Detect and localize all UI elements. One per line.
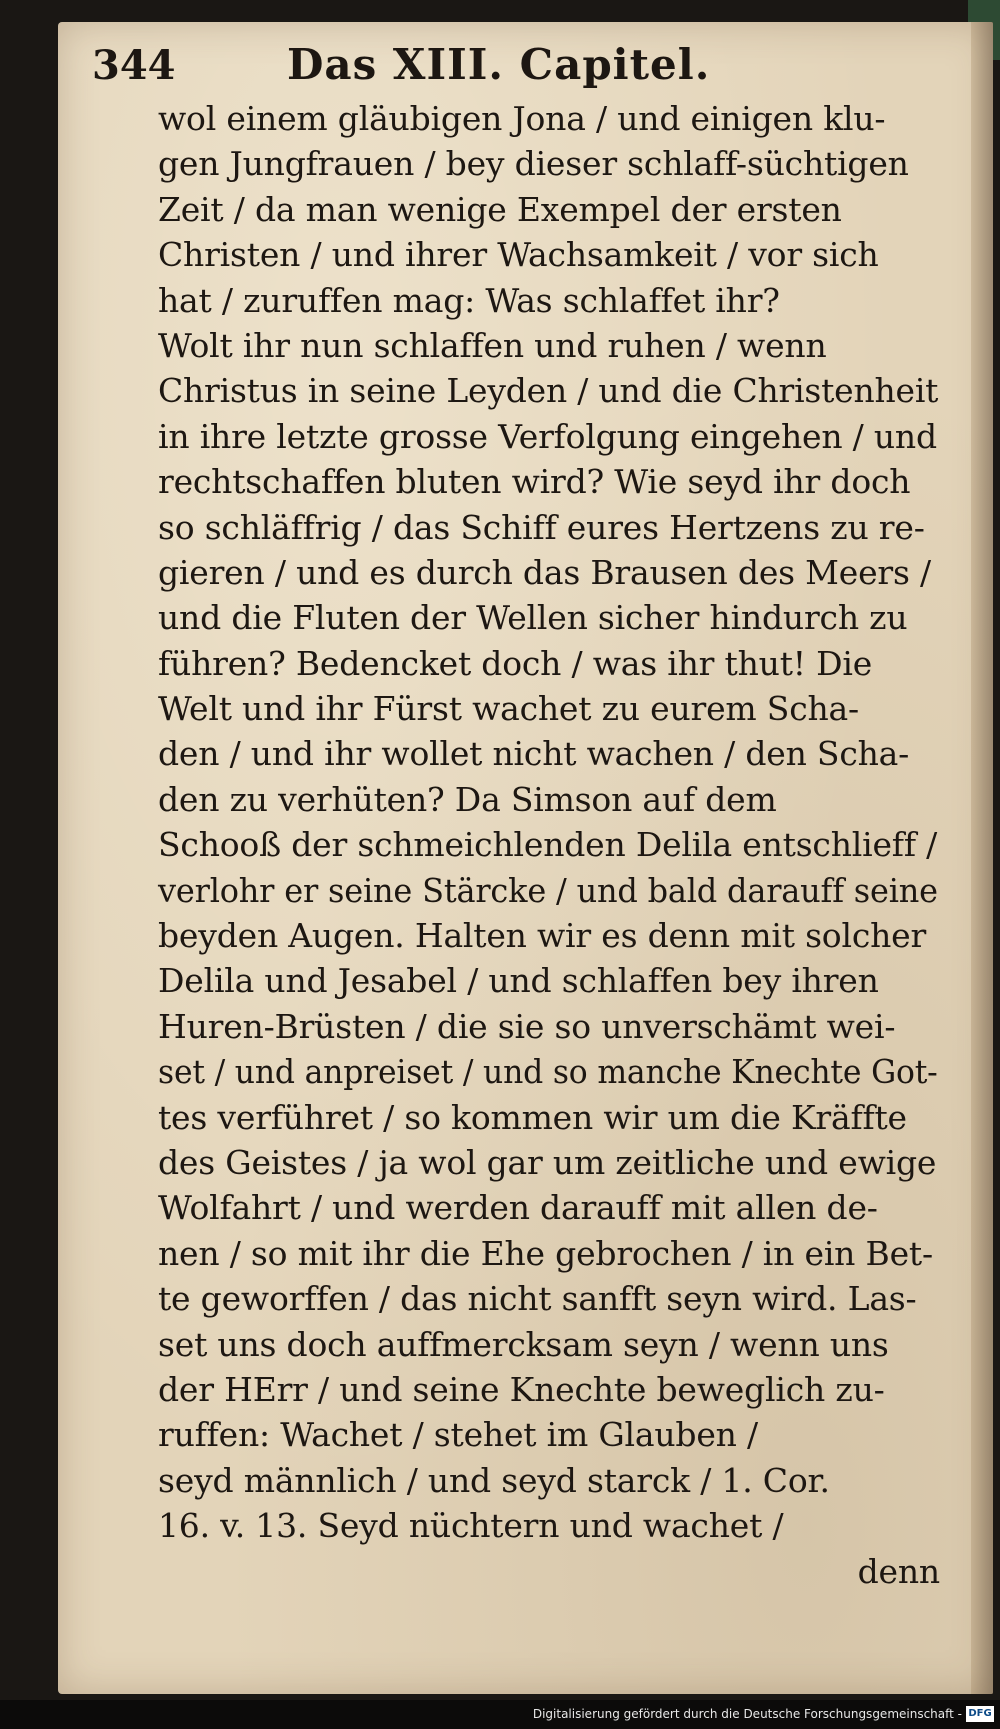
- text-line: Delila und Jesabel / und schlaffen bey ihren: [158, 961, 879, 1001]
- text-line: den / und ihr wollet nicht wachen / den Scha-: [158, 734, 910, 774]
- text-line: te geworffen / das nicht sanfft seyn wird. Las-: [158, 1279, 917, 1319]
- text-line: Zeit / da man wenige Exempel der ersten: [158, 189, 842, 229]
- text-line: Wolt ihr nun schlaffen und ruhen / wenn: [158, 325, 827, 365]
- text-line: gieren / und es durch das Brausen des Meers /: [158, 552, 931, 592]
- text-line: verlohr er seine Stärcke / und bald darauff seine: [158, 870, 938, 910]
- text-line: der HErr / und seine Knechte beweglich zu-: [158, 1369, 885, 1409]
- text-line: Christen / und ihrer Wachsamkeit / vor sich: [158, 235, 879, 275]
- text-line: set uns doch auffmercksam seyn / wenn uns: [158, 1324, 889, 1364]
- text-line: nen / so mit ihr die Ehe gebrochen / in ein Bet-: [158, 1233, 933, 1273]
- text-line: seyd männlich / und seyd starck / 1. Cor.: [158, 1460, 830, 1500]
- text-line: 16. v. 13. Seyd nüchtern und wachet /: [158, 1506, 784, 1546]
- text-line: gen Jungfrauen / bey dieser schlaff-süchtigen: [158, 144, 909, 184]
- text-line: rechtschaffen bluten wird? Wie seyd ihr doch: [158, 462, 911, 502]
- text-line: des Geistes / ja wol gar um zeitliche und ewige: [158, 1142, 937, 1182]
- text-line: Schooß der schmeichlenden Delila entschlieff /: [158, 825, 938, 865]
- body-text: [158, 96, 944, 1594]
- text-line: Huren-Brüsten / die sie so unverschämt wei-: [158, 1006, 896, 1046]
- page-number: 344: [92, 42, 176, 89]
- text-line: beyden Augen. Halten wir es denn mit solcher: [158, 916, 927, 956]
- text-line: Welt und ihr Fürst wachet zu eurem Scha-: [158, 689, 859, 729]
- text-line: in ihre letzte grosse Verfolgung eingehen / und: [158, 416, 937, 456]
- text-line: führen? Bedencket doch / was ihr thut! Die: [158, 643, 873, 683]
- text-line: tes verführet / so kommen wir um die Kräffte: [158, 1097, 907, 1137]
- footer-bar: [0, 1700, 1000, 1729]
- running-head: Das XIII. Capitel.: [287, 40, 711, 89]
- text-line: ruffen: Wachet / stehet im Glauben /: [158, 1415, 758, 1455]
- text-line: so schläffrig / das Schiff eures Hertzens zu re-: [158, 507, 925, 547]
- text-line: hat / zuruffen mag: Was schlaffet ihr?: [158, 280, 780, 320]
- text-line: und die Fluten der Wellen sicher hindurch zu: [158, 598, 908, 638]
- text-line: Christus in seine Leyden / und die Christenheit: [158, 371, 939, 411]
- page-header: [92, 40, 932, 100]
- funding-credit: Digitalisierung gefördert durch die Deutsche Forschungsgemeinschaft -: [532, 1707, 962, 1721]
- text-line: Wolfahrt / und werden darauff mit allen de-: [158, 1188, 878, 1228]
- catchword: denn: [857, 1551, 940, 1591]
- text-line: den zu verhüten? Da Simson auf dem: [158, 779, 777, 819]
- text-line: wol einem gläubigen Jona / und einigen klu-: [158, 99, 886, 138]
- dfg-logo: DFG: [966, 1706, 994, 1722]
- page-edge: [971, 22, 993, 1694]
- text-line: set / und anpreiset / und so manche Knechte Got-: [158, 1052, 938, 1092]
